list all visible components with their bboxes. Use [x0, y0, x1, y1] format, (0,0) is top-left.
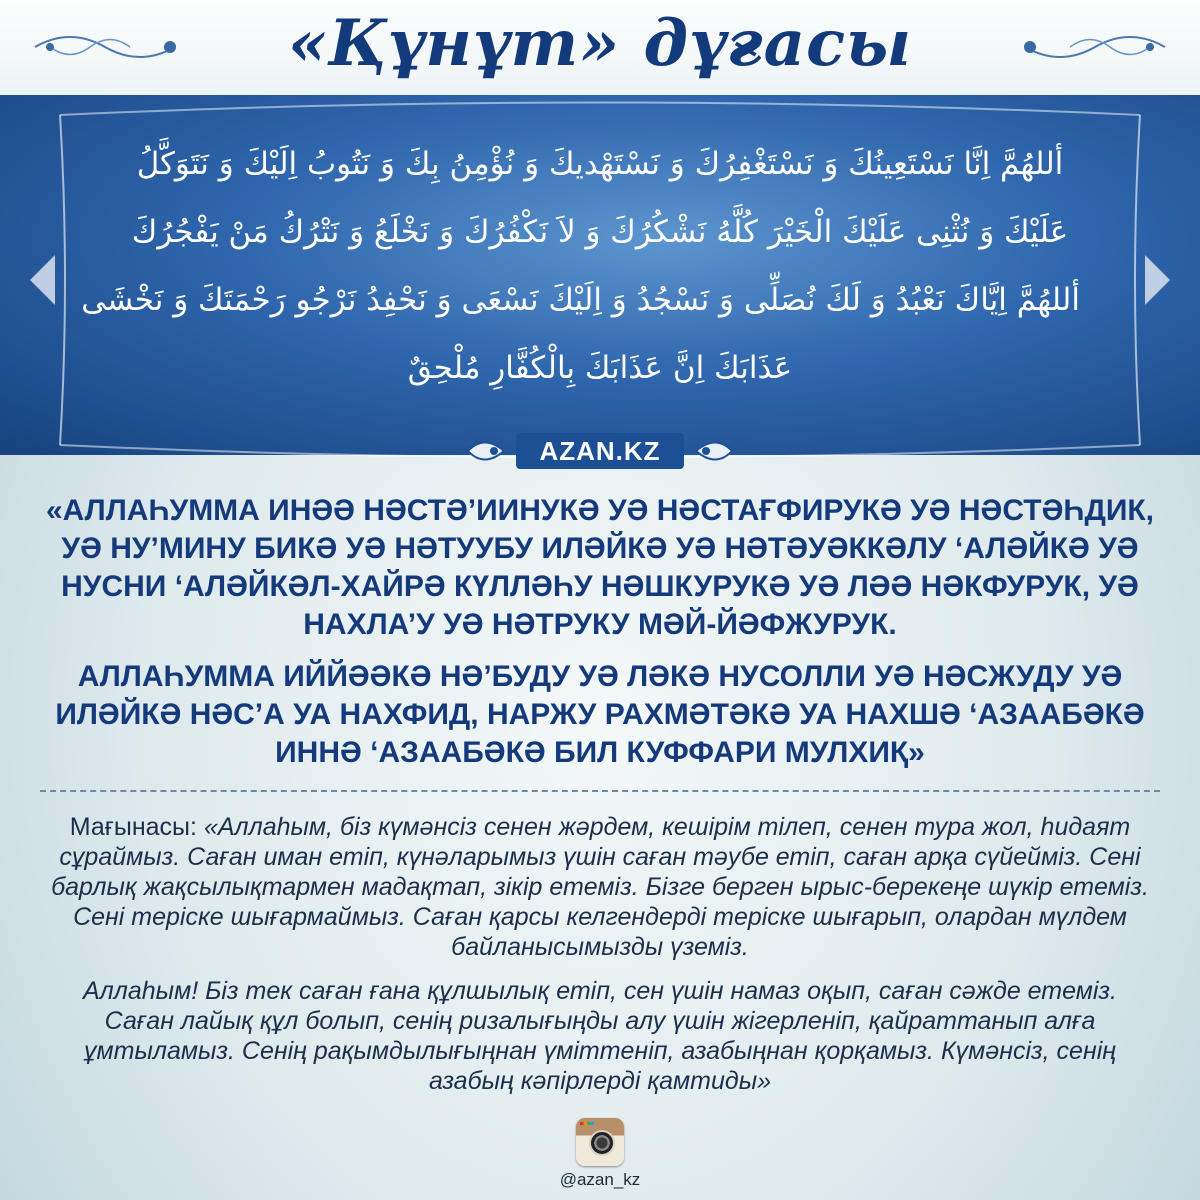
meaning-block: [48, 812, 1152, 1110]
instagram-stripe: [580, 1122, 594, 1125]
arabic-prayer-text: [81, 130, 1080, 402]
instagram-lens: [589, 1130, 615, 1156]
transliteration-paragraph: «АЛЛАҺУММА ИНӘӘ НӘСТӘ’ИИНУКӘ УӘ НӘСТАҒФИРУКӘ УӘ НӘСТӘҺДИК, УӘ НУ’МИНУ БИКӘ УӘ НӘТУУБУ ИЛӘЙКӘ УӘ НӘТӘУӘККӘЛУ ‘АЛӘЙКӘ УӘ НУСНИ ‘АЛӘЙКӘЛ-ХАЙРӘ КҮЛЛӘҺУ НӘШКУРУКӘ УӘ ЛӘӘ НӘКФУРУК, УӘ НАХЛА’У УӘ НӘТРУКУ МӘЙ-ЙӘФЖУРУК.: [45, 494, 1155, 641]
arabic-line: عَذَابَكَ اِنَّ عَذَابَكَ بِالْكُفَّارِ مُلْحِقٌ: [407, 350, 793, 386]
arabic-line: أللهُمَّ اِيَّاكَ نَعْبُدُ وَ لَكَ نُصَلِّى وَ نَسْجُدُ وَ اِلَيْكَ نَسْعَى وَ نَحْفِدُ نَرْجُو رَحْمَتَكَ وَ نَخْشَى: [81, 282, 1080, 318]
instagram-icon[interactable]: [576, 1118, 624, 1166]
arabic-line: عَلَيْكَ وَ نُثْنِى عَلَيْكَ الْخَيْرَ كُلَّهُ نَشْكُرُكَ وَ لاَ نَكْفُرُكَ وَ نَخْلَعُ وَ نَتْرُكُ مَنْ يَفْجُرُكَ: [131, 214, 1069, 250]
transliteration-paragraph: АЛЛАҺУММА ИЙЙӘӘКӘ НӘ’БУДУ УӘ ЛӘКӘ НУСОЛЛИ УӘ НӘСЖУДУ УӘ ИЛӘЙКӘ НӘС’А УА НАХФИД, НАРЖУ РАХМӘТӘКӘ УА НАХШӘ ‘АЗААБӘКӘ ИННӘ ‘АЗААБӘКӘ БИЛ КУФФАРИ МУЛХИҚ»: [55, 660, 1145, 769]
transliteration-block: [40, 492, 1160, 786]
meaning-text: «Аллаһым, біз күмәнсіз сенен жәрдем, кешірім тілеп, сенен тура жол, һидаят сұраймыз. Саған иман етіп, күнәларымыз үшін саған тәубе етіп, саған арқа сүйейміз. Сені барлық жақсылықтармен мадақтап, зікір етеміз. Бізге берген ырыс-берекеңе шүкір етеміз. Сені теріске шығармаймыз. Саған қарсы келгендерді теріске шығарып, олардан мүлдем байланысымызды үземіз.: [51, 813, 1149, 961]
instagram-handle[interactable]: @azan_kz: [559, 1170, 641, 1189]
meaning-paragraph: Аллаһым! Біз тек саған ғана құлшылық етіп, сен үшін намаз оқып, саған сәжде етеміз. Саған лайық құл болып, сенің ризалығыңды алу үшін жігерленіп, қайраттанып алға ұмтыламыз. Сенің рақымдылығыңнан үміттеніп, азабыңнан қорқамыз. Күмәнсіз, сенің азабың кәпірлерді қамтиды»: [83, 977, 1117, 1095]
page-title: «Құнұт» дұғасы: [287, 6, 913, 81]
meaning-label: Мағынасы:: [69, 813, 197, 841]
arabic-line: أللهُمَّ اِنَّا نَسْتَعِينُكَ وَ نَسْتَغْفِرُكَ وَ نَسْتَهْديكَ وَ نُؤْمِنُ بِكَ وَ نَتُوبُ اِلَيْكَ وَ نَتَوَكَّلُ: [136, 146, 1064, 182]
site-badge: AZAN.KZ: [516, 433, 684, 469]
dashed-divider: [40, 790, 1160, 792]
meaning-paragraph: [48, 812, 1152, 962]
